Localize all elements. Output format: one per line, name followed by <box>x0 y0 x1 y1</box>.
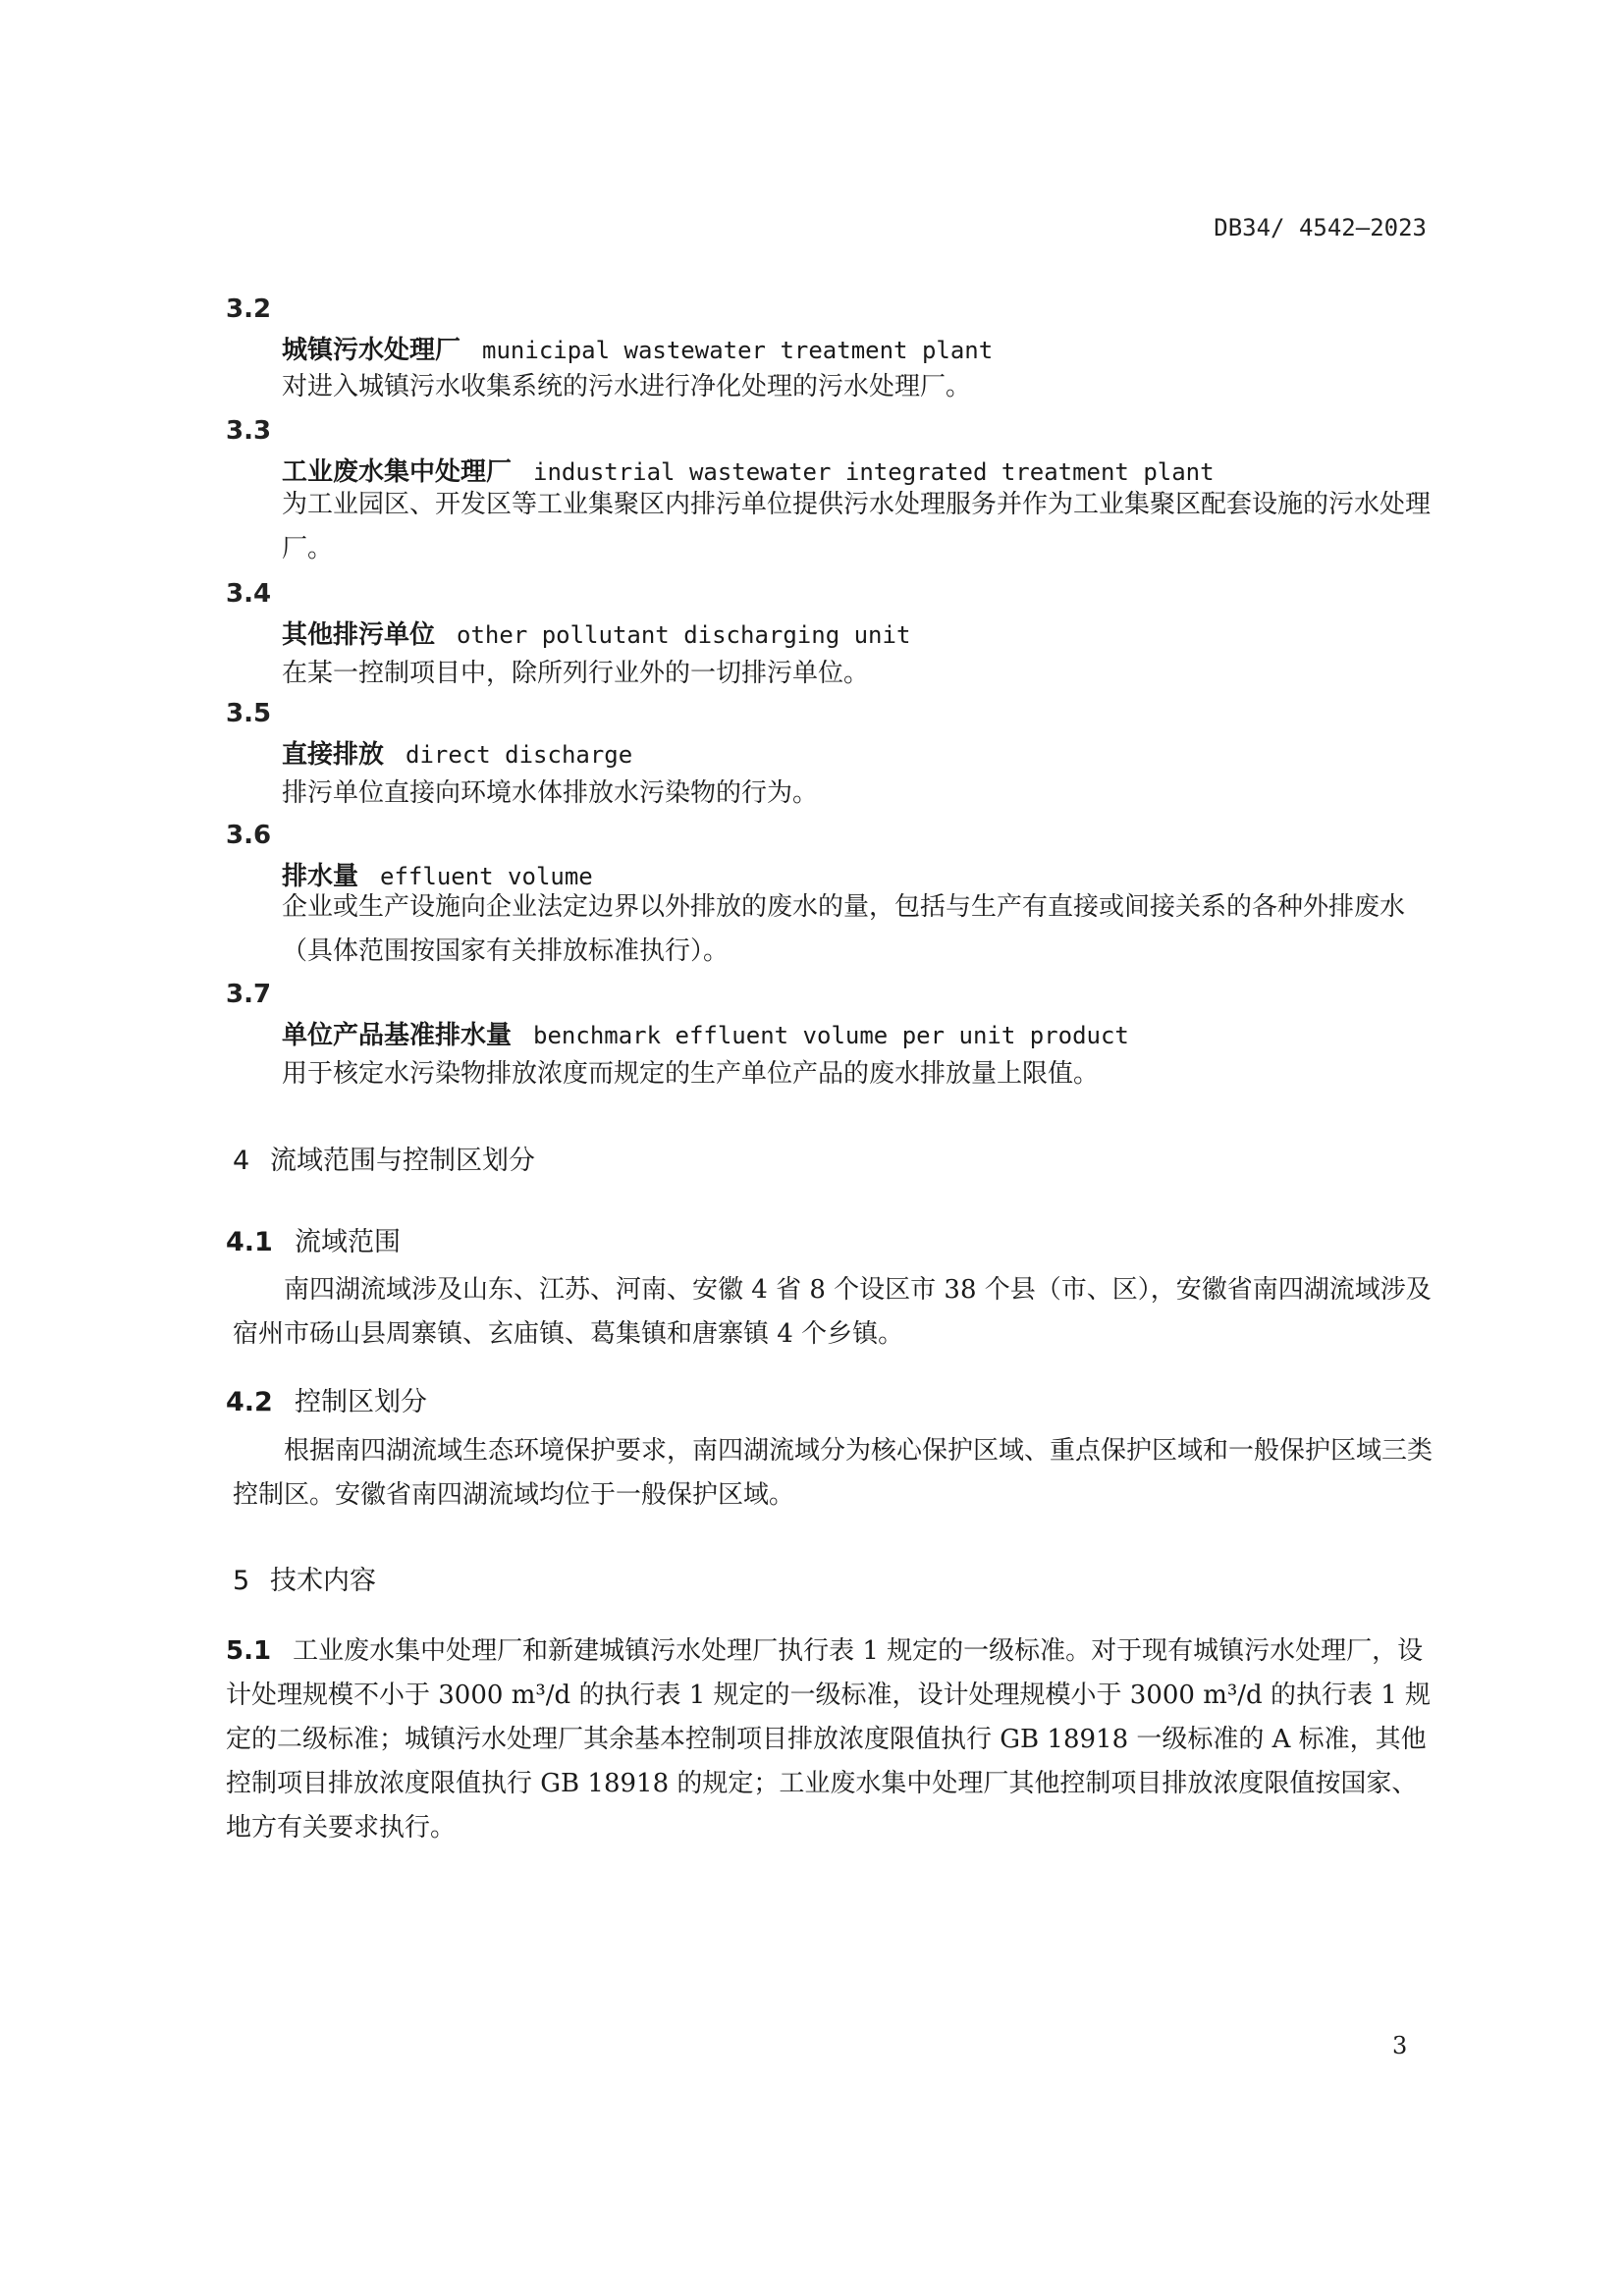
term-definition: 排污单位直接向环境水体排放水污染物的行为。 <box>282 778 819 808</box>
term-definition: 企业或生产设施向企业法定边界以外排放的废水的量，包括与生产有直接或间接关系的各种外排废水（具体范围按国家有关排放标准执行）。 <box>282 892 1406 966</box>
clause-paragraph <box>226 1629 1434 1850</box>
subsection-title: 流域范围 <box>295 1227 401 1257</box>
term-title <box>282 330 993 366</box>
term-title <box>282 614 910 651</box>
paragraph: 南四湖流域涉及山东、江苏、河南、安徽 4 省 8 个设区市 38 个县（市、区），安徽省南四湖流域涉及宿州市砀山县周寨镇、玄庙镇、葛集镇和唐寨镇 4 个乡镇。 <box>233 1275 1432 1349</box>
term-english: industrial wastewater integrated treatment plant <box>533 458 1215 486</box>
section-title: 流域范围与控制区划分 <box>270 1146 535 1176</box>
section-number: 5 <box>233 1566 250 1596</box>
clause-number: 3.6 <box>226 821 272 850</box>
subsection-heading <box>226 1220 401 1258</box>
clause-number: 3.4 <box>226 579 272 609</box>
subsection-title: 控制区划分 <box>295 1387 427 1417</box>
term-chinese: 工业废水集中处理厂 <box>282 457 513 487</box>
term-title <box>282 734 632 771</box>
paragraph: 根据南四湖流域生态环境保护要求，南四湖流域分为核心保护区域、重点保护区域和一般保护区域三类控制区。安徽省南四湖流域均位于一般保护区域。 <box>233 1436 1434 1510</box>
subsection-number: 4.2 <box>226 1387 273 1417</box>
term-chinese: 城镇污水处理厂 <box>282 336 461 365</box>
clause-number: 3.2 <box>226 294 272 324</box>
term-definition <box>282 483 1431 571</box>
term-chinese: 直接排放 <box>282 740 385 770</box>
section-number: 4 <box>233 1146 250 1176</box>
subsection-heading <box>226 1380 427 1418</box>
term-english: municipal wastewater treatment plant <box>482 337 994 364</box>
clause-number: 3.7 <box>226 980 272 1009</box>
term-english: direct discharge <box>406 741 633 769</box>
term-title <box>282 1015 1129 1051</box>
term-chinese: 其他排污单位 <box>282 620 436 650</box>
term-english: benchmark effluent volume per unit product <box>533 1022 1129 1049</box>
page-number: 3 <box>1392 2032 1408 2059</box>
term-definition: 用于核定水污染物排放浓度而规定的生产单位产品的废水排放量上限值。 <box>282 1059 1100 1089</box>
section-heading <box>233 1559 376 1597</box>
clause-number: 5.1 <box>226 1636 272 1666</box>
document-code: DB34/ 4542—2023 <box>1214 214 1427 241</box>
term-definition: 在某一控制项目中，除所列行业外的一切排污单位。 <box>282 659 870 688</box>
section-heading <box>233 1139 535 1177</box>
term-chinese: 排水量 <box>282 862 359 891</box>
term-definition-text: 为工业园区、开发区等工业集聚区内排污单位提供污水处理服务并作为工业集聚区配套设施的污水处理厂。 <box>282 490 1432 563</box>
subsection-number: 4.1 <box>226 1227 273 1257</box>
clause-text: 工业废水集中处理厂和新建城镇污水处理厂执行表 1 规定的一级标准。对于现有城镇污水处理厂，设计处理规模不小于 3000 m³/d 的执行表 1 规定的一级标准，设计处理规模小于 3000 m³/d 的执行表 1 规定的二级标准；城镇污水处理厂其余基本控制项目排放浓度限值执行 GB 18918 一级标准的 A 标准，其他控制项目排放浓度限值执行 GB 18918 的规定；工业废水集中处理厂其他控制项目排放浓度限值按国家、地方有关要求执行。 <box>226 1636 1432 1842</box>
term-chinese: 单位产品基准排水量 <box>282 1021 513 1050</box>
clause-number: 3.3 <box>226 416 272 446</box>
section-title: 技术内容 <box>270 1566 376 1596</box>
term-english: other pollutant discharging unit <box>457 621 911 649</box>
term-english: effluent volume <box>380 863 593 890</box>
term-definition: 对进入城镇污水收集系统的污水进行净化处理的污水处理厂。 <box>282 372 972 401</box>
clause-number: 3.5 <box>226 699 272 728</box>
